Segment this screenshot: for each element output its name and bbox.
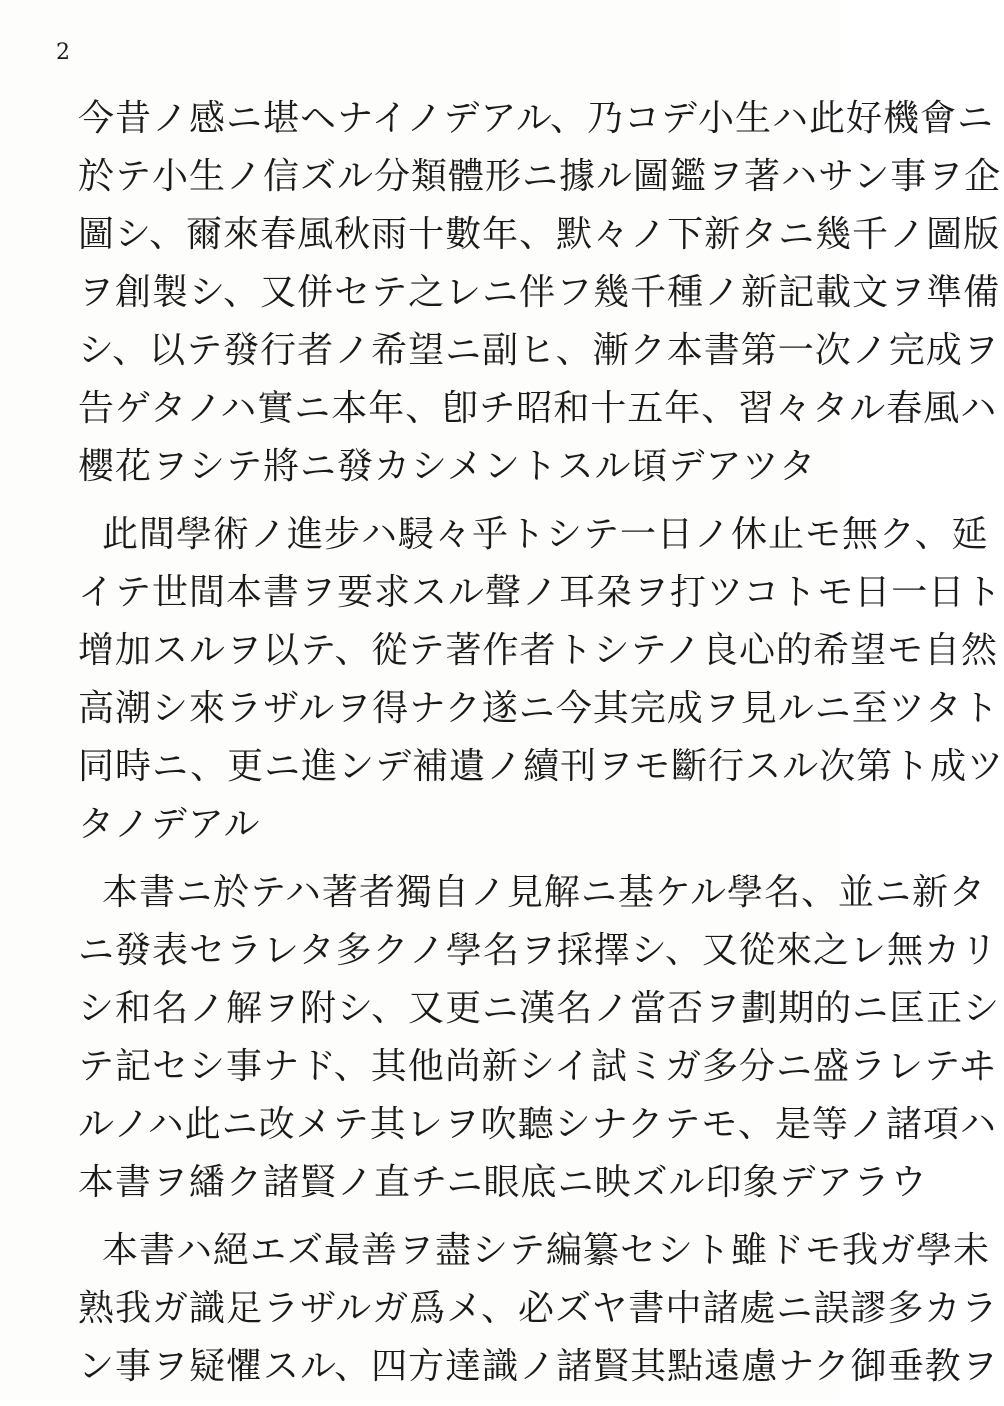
text-line: ン事ヲ疑懼スル、四方達識ノ諸賢其點遠慮ナク御垂教ヲ [78, 1346, 999, 1387]
text-line: ルノハ此ニ改メテ其レヲ吹聽シナクテモ、是等ノ諸項ハ [78, 1104, 997, 1145]
text-line: 熟我ガ識足ラザルガ爲メ、必ズヤ書中諸處ニ誤謬多カラ [78, 1288, 999, 1329]
text-line: イテ世間本書ヲ要求スル聲ノ耳朶ヲ打ツコトモ日一日ト [78, 572, 1003, 613]
paragraph-2 [78, 506, 1004, 854]
text-line: 同時ニ、更ニ進ンデ補遺ノ續刊ヲモ斷行スル次第ト成ツ [78, 746, 1004, 787]
text-line: テ記セシ事ナド、其他尚新シイ試ミガ多分ニ盛ラレテヰ [78, 1046, 997, 1087]
text-line: 高潮シ來ラザルヲ得ナク遂ニ今其完成ヲ見ルニ至ツタト [78, 688, 1000, 729]
text-line: シ、以テ發行者ノ希望ニ副ヒ、漸ク本書第一次ノ完成ヲ [78, 330, 1000, 371]
text-line: 本書ニ於テハ著者獨自ノ見解ニ基ケル學名、並ニ新タ [102, 872, 987, 913]
paragraph-4 [78, 1222, 999, 1396]
text-line: ニ發表セラレタ多クノ學名ヲ採擇シ、又從來之レ無カリ [78, 930, 998, 971]
text-line: 於テ小生ノ信ズル分類體形ニ據ル圖鑑ヲ著ハサン事ヲ企 [78, 156, 1002, 197]
paragraph-3 [78, 864, 1001, 1212]
body-text [78, 90, 1004, 1406]
text-line: 圖シ、爾來春風秋雨十數年、默々ノ下新タニ幾千ノ圖版 [78, 214, 1001, 255]
text-line: 此間學術ノ進步ハ駸々乎トシテ一日ノ休止モ無ク、延 [102, 514, 989, 555]
page-number: 2 [56, 40, 70, 65]
text-line: 告ゲタノハ實ニ本年、卽チ昭和十五年、習々タル春風ハ [78, 388, 998, 429]
text-line: ヲ創製シ、又併セテ之レニ伴フ幾千種ノ新記載文ヲ準備 [78, 272, 1001, 313]
paragraph-1 [78, 90, 1002, 496]
text-line: 本書ハ絕エズ最善ヲ盡シテ編纂セシト雖ドモ我ガ學未 [102, 1230, 991, 1271]
text-line: 本書ヲ繙ク諸賢ノ直チニ眼底ニ映ズル印象デアラウ [78, 1162, 928, 1203]
text-line: 增加スルヲ以テ、從テ著作者トシテノ良心的希望モ自然 [78, 630, 998, 671]
text-line: シ和名ノ解ヲ附シ、又更ニ漢名ノ當否ヲ劃期的ニ匡正シ [78, 988, 1001, 1029]
text-line: 今昔ノ感ニ堪ヘナイノデアル、乃コデ小生ハ此好機會ニ [78, 98, 995, 139]
text-line: タノデアル [78, 804, 261, 845]
text-line: 櫻花ヲシテ將ニ發カシメントスル頃デアツタ [78, 446, 817, 487]
